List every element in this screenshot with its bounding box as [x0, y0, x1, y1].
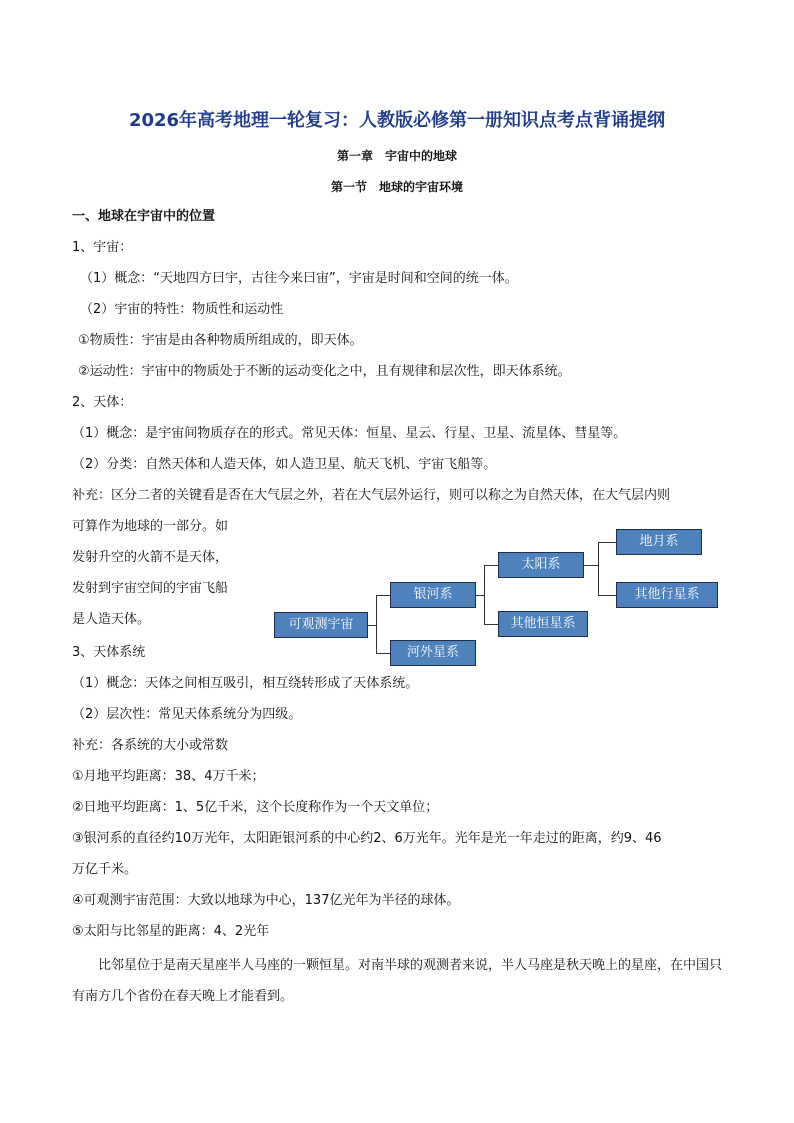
supplement-2: 补充：各系统的大小或常数	[72, 738, 229, 753]
universe-features: （2）宇宙的特性：物质性和运动性	[80, 302, 284, 317]
item-universe: 1、宇宙：	[72, 240, 133, 255]
universe-motion: ②运动性：宇宙中的物质处于不断的运动变化之中，且有规律和层次性，即天体系统。	[78, 364, 571, 379]
constant-2: ②日地平均距离：1、5亿千米，这个长度称作为一个天文单位；	[72, 800, 439, 815]
connector	[598, 542, 616, 543]
document-title: 2026年高考地理一轮复习：人教版必修第一册知识点考点背诵提纲	[128, 110, 666, 131]
node-milky-way: 银河系	[390, 582, 476, 608]
connector	[484, 565, 485, 624]
supplement-1c: 发射升空的火箭不是天体，	[72, 550, 229, 565]
body-classification: （2）分类：自然天体和人造天体，如人造卫星、航天飞机、宇宙飞船等。	[72, 457, 497, 472]
constant-4: ④可观测宇宙范围：大致以地球为中心，137亿光年为半径的球体。	[72, 893, 460, 908]
constant-3a: ③银河系的直径约10万光年，太阳距银河系的中心约2、6万光年。光年是光一年走过的距离，约9、46	[72, 831, 662, 846]
body-concept: （1）概念：是宇宙间物质存在的形式。常见天体：恒星、星云、行星、卫星、流星体、彗星等。	[72, 426, 627, 441]
connector	[598, 595, 616, 596]
supplement-1a: 补充：区分二者的关键看是否在大气层之外，若在大气层外运行，则可以称之为自然天体，在大气层内则	[72, 488, 671, 503]
connector	[484, 565, 498, 566]
node-earth-moon-system: 地月系	[616, 529, 702, 555]
universe-concept: （1）概念：“天地四方曰宇，古往今来曰宙”，宇宙是时间和空间的统一体。	[80, 271, 518, 286]
heading-position: 一、地球在宇宙中的位置	[72, 209, 216, 224]
section-heading: 第一节 地球的宇宙环境	[330, 180, 463, 194]
constant-3b: 万亿千米。	[72, 862, 138, 877]
node-observable-universe: 可观测宇宙	[274, 612, 368, 638]
connector	[476, 595, 484, 596]
connector	[584, 565, 598, 566]
closing-paragraph: 比邻星位于是南天星座半人马座的一颗恒星。对南半球的观测者来说，半人马座是秋天晚上的星座，在中国只有南方几个省份在春天晚上才能看到。	[72, 958, 723, 1004]
constant-5: ⑤太阳与比邻星的距离：4、2光年	[72, 924, 270, 939]
supplement-1b: 可算作为地球的一部分。如	[72, 519, 229, 534]
node-other-planetary-systems: 其他行星系	[616, 582, 718, 608]
item-system: 3、天体系统	[72, 645, 146, 660]
connector	[598, 542, 599, 595]
system-concept: （1）概念：天体之间相互吸引，相互绕转形成了天体系统。	[72, 676, 419, 691]
supplement-1d: 发射到宇宙空间的宇宙飞船	[72, 581, 229, 596]
connector	[376, 653, 390, 654]
supplement-1e: 是人造天体。	[72, 612, 151, 627]
connector	[376, 595, 377, 653]
universe-material: ①物质性：宇宙是由各种物质所组成的，即天体。	[78, 333, 363, 348]
node-other-galaxies: 河外星系	[390, 640, 476, 666]
constant-1: ①月地平均距离：38、4万千米；	[72, 769, 265, 784]
system-levels: （2）层次性：常见天体系统分为四级。	[72, 707, 302, 722]
connector	[376, 595, 390, 596]
chapter-heading: 第一章 宇宙中的地球	[336, 149, 457, 163]
connector	[368, 625, 376, 626]
item-celestial-body: 2、天体：	[72, 395, 133, 410]
node-solar-system: 太阳系	[498, 552, 584, 578]
connector	[484, 624, 498, 625]
node-other-star-systems: 其他恒星系	[498, 611, 588, 637]
